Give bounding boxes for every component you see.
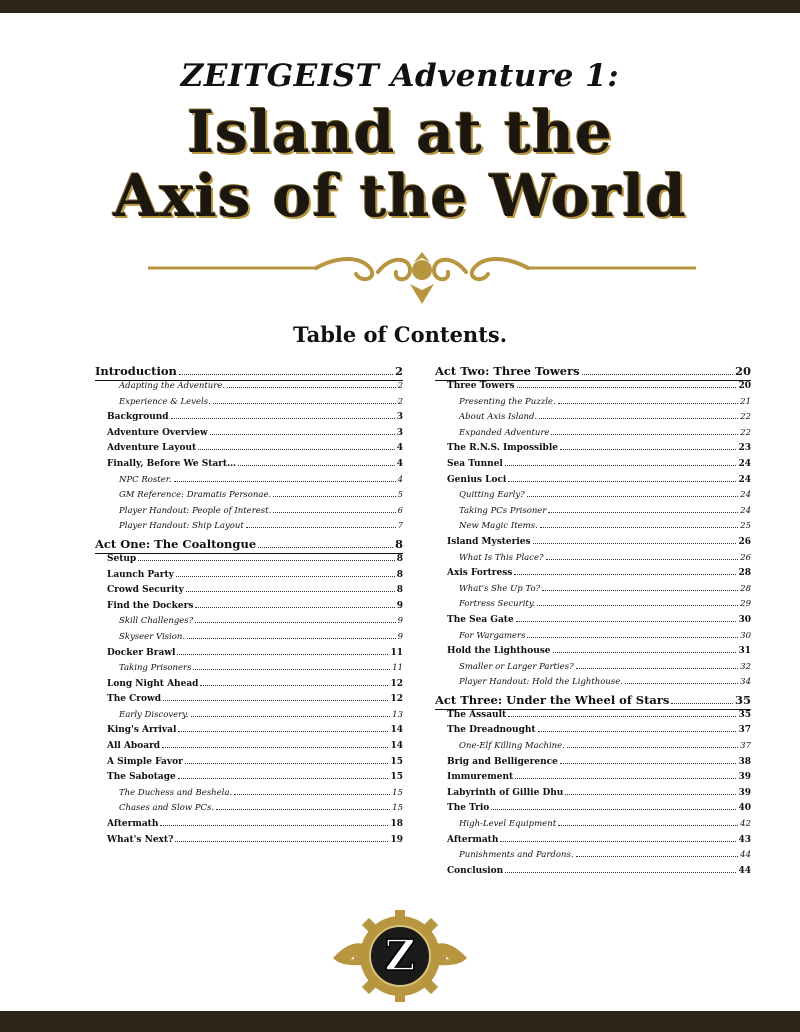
toc-entry-label: Adventure Overview bbox=[107, 427, 208, 438]
toc-leader-dots bbox=[546, 559, 739, 560]
toc-entry-page: 8 bbox=[394, 536, 403, 551]
toc-entry-page: 13 bbox=[392, 709, 403, 720]
toc-entry[interactable] bbox=[95, 757, 403, 773]
toc-entry-label: One-Elf Killing Machine. bbox=[459, 741, 565, 752]
toc-entry[interactable] bbox=[435, 631, 751, 647]
toc-entry[interactable] bbox=[95, 443, 403, 459]
toc-entry-label: Player Handout: Hold the Lighthouse. bbox=[459, 677, 623, 688]
toc-entry[interactable] bbox=[95, 772, 403, 788]
toc-leader-dots bbox=[175, 841, 388, 842]
toc-entry-label: What's She Up To? bbox=[459, 583, 541, 594]
toc-leader-dots bbox=[200, 685, 388, 686]
toc-leader-dots bbox=[558, 825, 738, 826]
toc-entry-page: 11 bbox=[390, 647, 403, 658]
toc-entry-label: Long Night Ahead bbox=[107, 678, 199, 689]
toc-entry-label: Labyrinth of Gillie Dhu bbox=[447, 787, 564, 798]
toc-entry-label: Adapting the Adventure. bbox=[119, 381, 226, 391]
toc-leader-dots bbox=[138, 560, 395, 561]
toc-entry[interactable] bbox=[95, 490, 403, 506]
toc-entry[interactable] bbox=[435, 459, 751, 475]
toc-heading: Table of Contents. bbox=[292, 322, 508, 347]
toc-entry-label: NPC Roster. bbox=[119, 474, 172, 485]
toc-leader-dots bbox=[527, 496, 738, 497]
toc-entry-page: 39 bbox=[738, 787, 751, 798]
toc-entry-page: 7 bbox=[397, 521, 403, 532]
toc-leader-dots bbox=[515, 778, 736, 779]
toc-entry-label: Introduction bbox=[95, 364, 177, 378]
toc-entry[interactable] bbox=[95, 679, 403, 695]
toc-leader-dots bbox=[491, 809, 736, 810]
toc-entry[interactable] bbox=[95, 381, 403, 397]
toc-entry[interactable] bbox=[435, 568, 751, 584]
toc-entry-page: 39 bbox=[738, 772, 751, 783]
toc-entry[interactable] bbox=[95, 521, 403, 537]
toc-entry[interactable] bbox=[435, 835, 751, 851]
toc-leader-dots bbox=[533, 543, 737, 544]
toc-entry-label: Taking Prisoners bbox=[119, 663, 192, 674]
toc-leader-dots bbox=[178, 731, 388, 732]
toc-leader-dots bbox=[625, 683, 738, 684]
toc-entry-label: Early Discovery. bbox=[119, 709, 189, 720]
toc-entry[interactable] bbox=[435, 537, 751, 553]
toc-entry-page: 3 bbox=[396, 427, 403, 438]
toc-entry-page: 38 bbox=[738, 756, 751, 767]
toc-leader-dots bbox=[246, 527, 396, 528]
toc-entry-label: The R.N.S. Impossible bbox=[447, 443, 558, 454]
toc-entry-label: A Simple Favor bbox=[107, 756, 183, 767]
toc-entry-page: 15 bbox=[392, 787, 403, 798]
toc-entry[interactable] bbox=[435, 662, 751, 678]
toc-entry-page: 2 bbox=[397, 396, 403, 407]
toc-entry-label: Smaller or Larger Parties? bbox=[459, 661, 574, 672]
toc-act-entry[interactable] bbox=[95, 537, 403, 554]
toc-entry-label: Skyseer Vision. bbox=[119, 631, 186, 642]
toc-leader-dots bbox=[508, 716, 736, 717]
adventure-subtitle: ZEITGEIST Adventure 1: bbox=[180, 58, 620, 94]
toc-entry-page: 37 bbox=[738, 725, 751, 736]
toc-entry-label: Genius Loci bbox=[447, 474, 507, 485]
toc-entry-page: 21 bbox=[740, 396, 751, 407]
toc-leader-dots bbox=[273, 496, 395, 497]
toc-entry-label: What's Next? bbox=[107, 834, 174, 845]
toc-entry-page: 4 bbox=[396, 458, 403, 469]
toc-entry-page: 26 bbox=[738, 536, 751, 547]
toc-entry-label: Setup bbox=[107, 553, 137, 564]
toc-act-entry[interactable] bbox=[435, 364, 751, 381]
toc-entry[interactable] bbox=[95, 819, 403, 835]
toc-entry-page: 6 bbox=[397, 505, 403, 516]
toc-entry-page: 31 bbox=[738, 646, 751, 657]
toc-leader-dots bbox=[195, 607, 394, 608]
title-line-1: Island at the bbox=[187, 98, 613, 166]
toc-entry-label: King's Arrival bbox=[107, 725, 177, 736]
toc-entry[interactable] bbox=[435, 741, 751, 757]
toc-entry-page: 22 bbox=[740, 412, 751, 423]
toc-entry-page: 2 bbox=[397, 381, 403, 391]
toc-entry[interactable] bbox=[95, 601, 403, 617]
toc-entry-label: The Dreadnought bbox=[447, 725, 536, 736]
toc-entry-label: Find the Dockers bbox=[107, 600, 194, 611]
toc-entry-label: The Assault bbox=[447, 709, 507, 720]
toc-entry-label: Conclusion bbox=[447, 865, 504, 876]
toc-entry-page: 4 bbox=[397, 474, 403, 485]
toc-entry-page: 40 bbox=[738, 803, 751, 814]
toc-entry-label: The Trio bbox=[447, 803, 490, 814]
toc-entry[interactable] bbox=[435, 475, 751, 491]
toc-entry-page: 18 bbox=[390, 819, 403, 830]
toc-entry-page: 30 bbox=[738, 614, 751, 625]
toc-leader-dots bbox=[179, 374, 393, 375]
toc-entry[interactable] bbox=[435, 725, 751, 741]
toc-entry-label: Docker Brawl bbox=[107, 647, 176, 658]
toc-leader-dots bbox=[671, 703, 733, 704]
toc-entry[interactable] bbox=[435, 490, 751, 506]
toc-entry[interactable] bbox=[435, 615, 751, 631]
toc-entry-label: The Duchess and Beshela. bbox=[119, 787, 233, 798]
toc-entry-page: 29 bbox=[740, 599, 751, 610]
top-border-bar bbox=[0, 0, 800, 13]
toc-entry-label: Player Handout: Ship Layout bbox=[119, 521, 244, 532]
toc-entry-label: Chases and Slow PCs. bbox=[119, 803, 215, 814]
toc-entry-label: Crowd Security bbox=[107, 585, 184, 596]
toc-leader-dots bbox=[195, 622, 395, 623]
toc-entry-label: Experience & Levels. bbox=[119, 396, 211, 407]
toc-leader-dots bbox=[537, 605, 738, 606]
toc-entry[interactable] bbox=[435, 584, 751, 600]
toc-leader-dots bbox=[213, 403, 396, 404]
toc-entry[interactable] bbox=[435, 772, 751, 788]
toc-entry-label: Taking PCs Prisoner bbox=[459, 505, 547, 516]
toc-leader-dots bbox=[505, 465, 737, 466]
toc-entry[interactable] bbox=[95, 554, 403, 570]
toc-act-entry[interactable] bbox=[95, 364, 403, 381]
toc-entry-label: Quitting Early? bbox=[459, 490, 525, 501]
toc-entry-label: Player Handout: People of Interest. bbox=[119, 505, 272, 516]
toc-entry-page: 43 bbox=[738, 834, 751, 845]
toc-entry-label: GM Reference: Dramatis Personae. bbox=[119, 490, 272, 501]
toc-entry-label: Aftermath bbox=[447, 834, 499, 845]
toc-entry-page: 11 bbox=[392, 663, 403, 674]
toc-leader-dots bbox=[505, 872, 736, 873]
toc-entry-page: 32 bbox=[740, 661, 751, 672]
toc-entry[interactable] bbox=[435, 757, 751, 773]
toc-entry[interactable] bbox=[95, 616, 403, 632]
toc-entry-label: Act Two: Three Towers bbox=[435, 364, 580, 378]
toc-leader-dots bbox=[178, 778, 389, 779]
toc-entry-page: 30 bbox=[740, 630, 751, 641]
toc-entry-page: 5 bbox=[397, 490, 403, 501]
toc-leader-dots bbox=[542, 590, 738, 591]
toc-entry[interactable] bbox=[435, 428, 751, 444]
toc-entry-page: 9 bbox=[396, 600, 403, 611]
toc-entry[interactable] bbox=[95, 459, 403, 475]
toc-leader-dots bbox=[191, 716, 391, 717]
toc-leader-dots bbox=[163, 700, 388, 701]
toc-leader-dots bbox=[538, 731, 737, 732]
toc-entry[interactable] bbox=[435, 397, 751, 413]
toc-entry-label: Axis Fortress bbox=[447, 568, 513, 579]
toc-entry-label: Aftermath bbox=[107, 819, 159, 830]
toc-entry-page: 23 bbox=[738, 443, 751, 454]
toc-leader-dots bbox=[187, 638, 396, 639]
toc-entry[interactable] bbox=[95, 428, 403, 444]
toc-leader-dots bbox=[210, 434, 395, 435]
toc-leader-dots bbox=[234, 794, 390, 795]
toc-entry-page: 4 bbox=[396, 443, 403, 454]
toc-entry-page: 24 bbox=[740, 490, 751, 501]
toc-leader-dots bbox=[551, 434, 738, 435]
toc-entry-label: All Aboard bbox=[107, 741, 161, 752]
toc-entry-page: 14 bbox=[390, 741, 403, 752]
toc-entry-page: 15 bbox=[390, 772, 403, 783]
toc-entry[interactable] bbox=[435, 599, 751, 615]
toc-entry[interactable] bbox=[435, 381, 751, 397]
zeitgeist-gear-logo bbox=[333, 906, 467, 1006]
toc-leader-dots bbox=[508, 481, 736, 482]
toc-entry[interactable] bbox=[435, 819, 751, 835]
toc-entry-page: 25 bbox=[740, 521, 751, 532]
toc-entry-page: 24 bbox=[738, 474, 751, 485]
toc-leader-dots bbox=[273, 512, 395, 513]
toc-leader-dots bbox=[216, 809, 390, 810]
toc-entry-page: 20 bbox=[734, 364, 751, 378]
toc-entry-page: 9 bbox=[397, 631, 403, 642]
toc-entry-page: 20 bbox=[738, 381, 751, 391]
toc-entry-page: 12 bbox=[390, 678, 403, 689]
toc-entry-page: 37 bbox=[740, 741, 751, 752]
toc-leader-dots bbox=[582, 374, 733, 375]
toc-leader-dots bbox=[258, 547, 393, 548]
toc-entry[interactable] bbox=[435, 506, 751, 522]
toc-entry-label: Launch Party bbox=[107, 569, 174, 580]
toc-entry-page: 26 bbox=[740, 552, 751, 563]
toc-leader-dots bbox=[162, 747, 388, 748]
toc-leader-dots bbox=[185, 763, 389, 764]
toc-entry[interactable] bbox=[435, 803, 751, 819]
toc-entry[interactable] bbox=[435, 443, 751, 459]
bottom-border-bar bbox=[0, 1011, 800, 1032]
toc-entry-page: 35 bbox=[738, 709, 751, 720]
toc-entry[interactable] bbox=[95, 710, 403, 726]
toc-entry-label: The Sea Gate bbox=[447, 614, 514, 625]
toc-leader-dots bbox=[227, 387, 396, 388]
toc-leader-dots bbox=[527, 637, 738, 638]
toc-entry-label: Punishments and Pardons. bbox=[459, 850, 574, 861]
scroll-ornament-divider bbox=[148, 250, 696, 310]
toc-entry-page: 28 bbox=[740, 583, 751, 594]
toc-right-column bbox=[435, 364, 751, 881]
toc-entry-label: Skill Challenges? bbox=[119, 616, 194, 627]
toc-leader-dots bbox=[198, 449, 395, 450]
toc-entry[interactable] bbox=[95, 725, 403, 741]
toc-leader-dots bbox=[174, 481, 396, 482]
toc-entry[interactable] bbox=[95, 506, 403, 522]
toc-entry[interactable] bbox=[95, 788, 403, 804]
toc-entry-label: Adventure Layout bbox=[107, 443, 197, 454]
toc-entry[interactable] bbox=[435, 553, 751, 569]
toc-leader-dots bbox=[171, 418, 395, 419]
toc-entry[interactable] bbox=[435, 412, 751, 428]
toc-entry-label: Brig and Belligerence bbox=[447, 756, 558, 767]
toc-entry-page: 15 bbox=[392, 803, 403, 814]
toc-entry-page: 8 bbox=[396, 569, 403, 580]
toc-entry-label: Finally, Before We Start… bbox=[107, 458, 237, 469]
toc-entry-page: 15 bbox=[390, 756, 403, 767]
toc-entry-label: Three Towers bbox=[447, 381, 515, 391]
toc-entry-label: Fortress Security. bbox=[459, 599, 536, 610]
toc-entry-label: Presenting the Puzzle. bbox=[459, 396, 556, 407]
toc-leader-dots bbox=[567, 747, 738, 748]
toc-entry-label: New Magic Items. bbox=[459, 521, 538, 532]
toc-entry[interactable] bbox=[95, 397, 403, 413]
toc-entry[interactable] bbox=[435, 850, 751, 866]
toc-entry[interactable] bbox=[435, 646, 751, 662]
toc-leader-dots bbox=[176, 576, 395, 577]
toc-leader-dots bbox=[540, 527, 738, 528]
toc-leader-dots bbox=[576, 856, 739, 857]
toc-entry-page: 8 bbox=[396, 585, 403, 596]
toc-entry[interactable] bbox=[95, 570, 403, 586]
toc-entry[interactable] bbox=[95, 648, 403, 664]
toc-entry-page: 28 bbox=[738, 568, 751, 579]
toc-entry-label: The Sabotage bbox=[107, 772, 176, 783]
toc-entry-page: 24 bbox=[738, 458, 751, 469]
toc-entry[interactable] bbox=[435, 866, 751, 882]
toc-entry-page: 19 bbox=[390, 834, 403, 845]
toc-entry[interactable] bbox=[95, 835, 403, 851]
toc-entry-label: Act Three: Under the Wheel of Stars bbox=[435, 692, 670, 707]
toc-leader-dots bbox=[514, 574, 736, 575]
toc-entry[interactable] bbox=[95, 694, 403, 710]
toc-entry-label: Act One: The Coaltongue bbox=[95, 536, 257, 551]
toc-entry-label: For Wargamers bbox=[459, 630, 526, 641]
toc-entry-page: 34 bbox=[740, 677, 751, 688]
toc-leader-dots bbox=[560, 763, 737, 764]
toc-leader-dots bbox=[548, 512, 738, 513]
toc-leader-dots bbox=[565, 794, 736, 795]
toc-entry[interactable] bbox=[95, 412, 403, 428]
logo-letter: Z bbox=[384, 931, 416, 980]
toc-entry[interactable] bbox=[95, 475, 403, 491]
toc-entry-label: Background bbox=[107, 412, 169, 423]
toc-leader-dots bbox=[560, 449, 737, 450]
toc-entry-page: 14 bbox=[390, 725, 403, 736]
toc-entry[interactable] bbox=[435, 788, 751, 804]
toc-entry-page: 3 bbox=[396, 412, 403, 423]
toc-entry[interactable] bbox=[435, 521, 751, 537]
toc-entry-label: Immurement bbox=[447, 772, 514, 783]
toc-leader-dots bbox=[539, 418, 738, 419]
toc-entry-page: 24 bbox=[740, 505, 751, 516]
title-line-2: Axis of the World bbox=[113, 162, 687, 230]
toc-entry-label: About Axis Island. bbox=[459, 412, 538, 423]
toc-entry-label: Island Mysteries bbox=[447, 536, 531, 547]
toc-entry[interactable] bbox=[435, 710, 751, 726]
toc-entry-page: 22 bbox=[740, 427, 751, 438]
toc-entry-label: Hold the Lighthouse bbox=[447, 646, 551, 657]
toc-leader-dots bbox=[193, 669, 390, 670]
toc-leader-dots bbox=[553, 652, 737, 653]
toc-entry[interactable] bbox=[95, 803, 403, 819]
toc-leader-dots bbox=[238, 465, 395, 466]
toc-entry-page: 42 bbox=[740, 819, 751, 830]
toc-leader-dots bbox=[558, 403, 739, 404]
toc-entry-page: 35 bbox=[734, 692, 751, 707]
toc-entry-label: Sea Tunnel bbox=[447, 458, 503, 469]
toc-leader-dots bbox=[576, 668, 739, 669]
toc-entry-label: Expanded Adventure bbox=[459, 427, 550, 438]
toc-left-column bbox=[95, 364, 403, 850]
toc-entry[interactable] bbox=[95, 663, 403, 679]
toc-leader-dots bbox=[500, 841, 736, 842]
toc-entry-page: 8 bbox=[396, 553, 403, 564]
toc-entry-label: High-Level Equipment bbox=[459, 819, 557, 830]
toc-entry-page: 44 bbox=[738, 865, 751, 876]
toc-entry-page: 2 bbox=[394, 364, 403, 378]
toc-leader-dots bbox=[160, 825, 388, 826]
toc-leader-dots bbox=[186, 591, 395, 592]
toc-act-entry[interactable] bbox=[435, 693, 751, 710]
toc-entry-page: 9 bbox=[397, 616, 403, 627]
toc-entry-page: 12 bbox=[390, 694, 403, 705]
toc-entry-label: What Is This Place? bbox=[459, 552, 544, 563]
toc-entry[interactable] bbox=[95, 585, 403, 601]
toc-leader-dots bbox=[516, 621, 737, 622]
toc-leader-dots bbox=[517, 387, 737, 388]
toc-entry-page: 44 bbox=[740, 850, 751, 861]
toc-entry[interactable] bbox=[95, 632, 403, 648]
toc-entry-label: The Crowd bbox=[107, 694, 162, 705]
toc-entry[interactable] bbox=[95, 741, 403, 757]
toc-leader-dots bbox=[177, 654, 388, 655]
toc-entry[interactable] bbox=[435, 677, 751, 693]
